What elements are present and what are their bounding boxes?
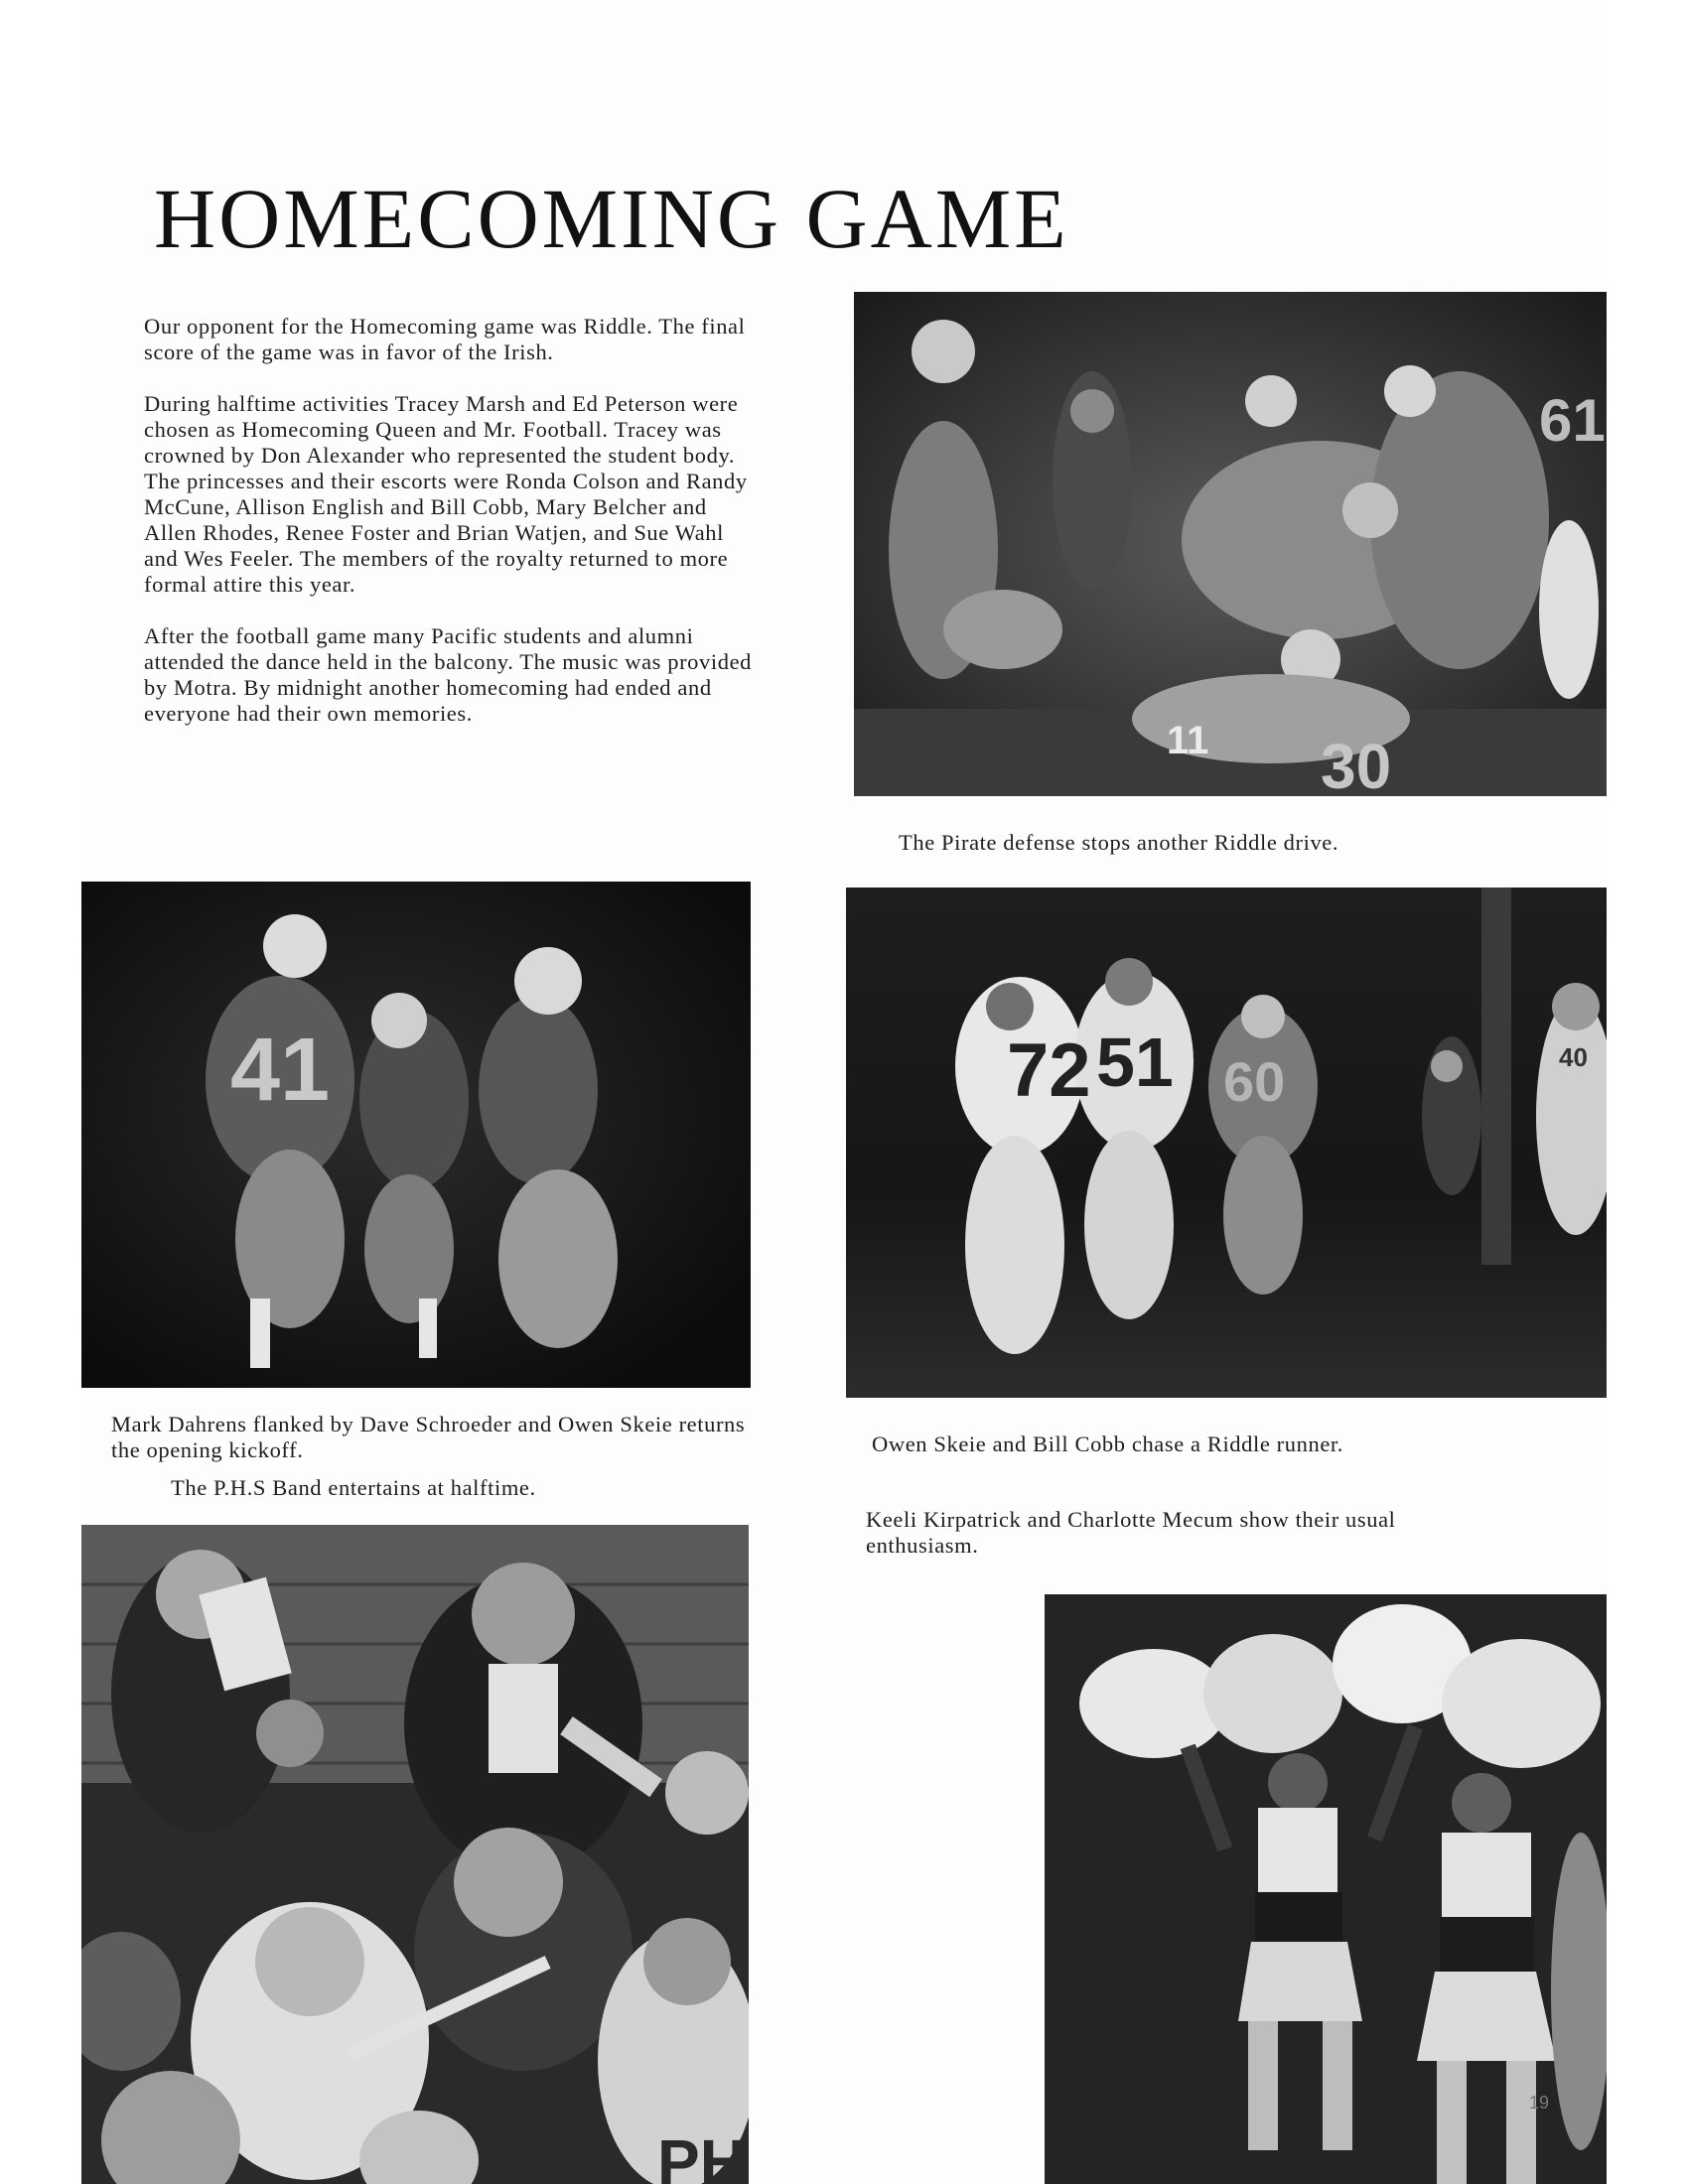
jersey-number-60: 60 bbox=[1223, 1050, 1286, 1113]
photo-cheer bbox=[1045, 1594, 1607, 2184]
photo-defense bbox=[854, 292, 1607, 796]
caption-cheer: Keeli Kirpatrick and Charlotte Mecum show their usual enthusiasm. bbox=[866, 1507, 1396, 1558]
shirt-letters: PH bbox=[657, 2126, 746, 2184]
page-number: 19 bbox=[1529, 2093, 1550, 2113]
jersey-number-61: 61 bbox=[1539, 387, 1606, 454]
photo-band-image bbox=[81, 1525, 749, 2184]
jersey-number-30: 30 bbox=[1321, 731, 1392, 796]
photo-chase bbox=[846, 887, 1607, 1398]
paragraph-dance: After the football game many Pacific students and alumni attended the dance held in the balcony. The music was provided by Motra. By midnight another homecoming had ended and everyone had their own memories. bbox=[144, 623, 753, 726]
photo-kickoff-image bbox=[81, 882, 751, 1388]
caption-defense: The Pirate defense stops another Riddle drive. bbox=[899, 830, 1339, 855]
caption-chase: Owen Skeie and Bill Cobb chase a Riddle runner. bbox=[872, 1432, 1343, 1456]
photo-chase-image bbox=[846, 887, 1607, 1398]
jersey-number-72: 72 bbox=[1007, 1028, 1091, 1113]
photo-defense-image bbox=[854, 292, 1607, 796]
photo-band bbox=[81, 1525, 749, 2184]
paragraph-halftime: During halftime activities Tracey Marsh and Ed Peterson were chosen as Homecoming Queen and Mr. Football. Tracey was crowned by Don Alexander who represented the student body. The princesses and their escorts were Ronda Colson and Randy McCune, Allison English and Bill Cobb, Mary Belcher and Allen Rhodes, Renee Foster and Brian Watjen, and Sue Wahl and Wes Feeler. The members of the royalty returned to more formal attire this year. bbox=[144, 391, 748, 597]
paragraph-opponent: Our opponent for the Homecoming game was Riddle. The final score of the game was in favor of the Irish. bbox=[144, 314, 746, 364]
photo-cheer-image bbox=[1045, 1594, 1607, 2184]
jersey-number-41: 41 bbox=[230, 1021, 331, 1120]
caption-band: The P.H.S Band entertains at halftime. bbox=[171, 1475, 536, 1500]
jersey-number-51: 51 bbox=[1096, 1024, 1174, 1101]
caption-kickoff: Mark Dahrens flanked by Dave Schroeder and Owen Skeie returns the opening kickoff. bbox=[111, 1412, 746, 1462]
photo-kickoff bbox=[81, 882, 751, 1388]
page-title: HOMECOMING GAME bbox=[154, 171, 1069, 266]
jersey-number-11: 11 bbox=[1167, 719, 1209, 762]
article-body bbox=[144, 314, 760, 752]
jersey-number-40: 40 bbox=[1559, 1042, 1588, 1072]
